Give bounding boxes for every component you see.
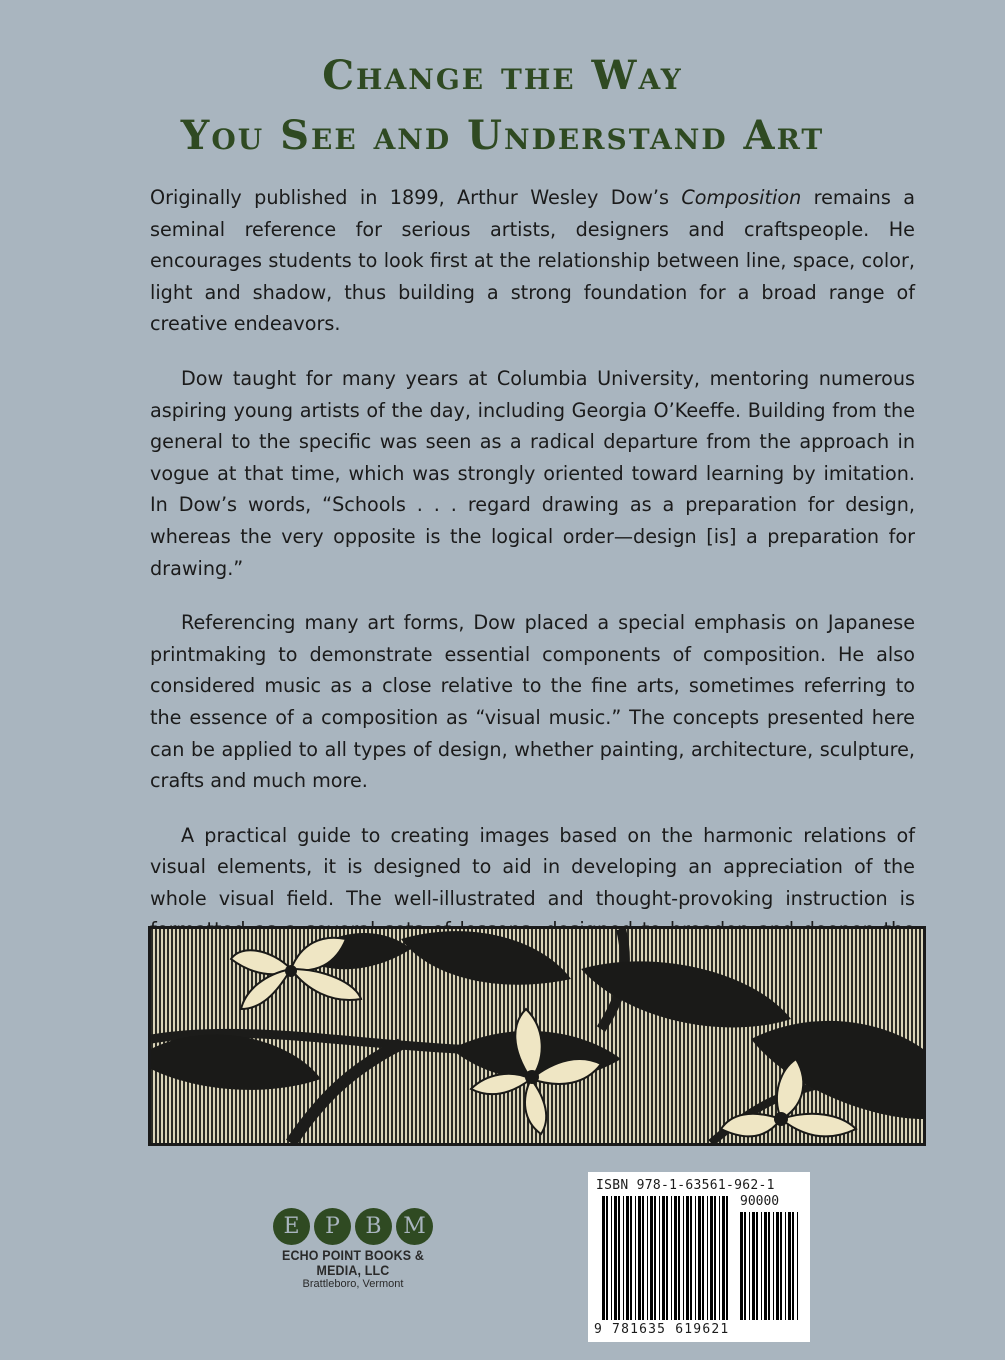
barcode-bar — [773, 1212, 774, 1320]
barcode-bar — [740, 1212, 743, 1320]
barcode-bar — [674, 1196, 677, 1320]
publisher-name: ECHO POINT BOOKS & MEDIA, LLC — [281, 1248, 425, 1278]
barcode-bar — [659, 1196, 660, 1320]
ean-digits: 9 781635 619621 — [594, 1322, 730, 1337]
publisher-logo — [262, 1208, 444, 1290]
barcode-bar — [614, 1196, 617, 1320]
isbn-barcode — [588, 1172, 810, 1342]
magnolia-woodcut-svg — [151, 929, 923, 1143]
barcode-bar — [695, 1196, 696, 1320]
barcode-bar — [776, 1212, 779, 1320]
barcode-bar — [707, 1196, 708, 1320]
barcode-bar — [662, 1196, 665, 1320]
barcode-bar — [761, 1212, 762, 1320]
barcode-bars — [588, 1172, 810, 1342]
barcode-bar — [764, 1212, 767, 1320]
description-body — [150, 182, 915, 1032]
monogram-letter-m: M — [396, 1208, 433, 1245]
monogram-letter-p: P — [314, 1208, 351, 1245]
barcode-bar — [626, 1196, 629, 1320]
barcode-bar — [785, 1212, 786, 1320]
monogram-letter-e: E — [273, 1208, 310, 1245]
barcode-bar — [635, 1196, 636, 1320]
barcode-bar — [647, 1196, 648, 1320]
barcode-bar — [714, 1196, 716, 1320]
paragraph-2: Dow taught for many years at Columbia University, mentoring numerous aspiring young artists of the day, including Georgia O’Keeffe. Building from the general to the specific was seen as a radical departure from the approach in vogue at that time, which was strongly oriented toward learning by imitation. In Dow’s words, “Schools . . . regard drawing as a preparation for design, whereas the very opposite is the logical order—design [is] a preparation for drawing.” — [150, 366, 915, 580]
barcode-bar — [788, 1212, 791, 1320]
barcode-bar — [768, 1212, 770, 1320]
barcode-bar — [690, 1196, 692, 1320]
barcode-bar — [792, 1212, 794, 1320]
barcode-bar — [780, 1212, 782, 1320]
barcode-bar — [630, 1196, 632, 1320]
barcode-bar — [722, 1196, 725, 1320]
paragraph-1: Originally published in 1899, Arthur Wesley Dow’s Composition remains a seminal reference for serious artists, designers and craftspeople. He encourages students to look first at the relationship between line, space, color, light and shadow, thus building a strong foundation for a broad range of creative endeavors. — [150, 186, 915, 336]
barcode-bar — [666, 1196, 668, 1320]
book-title-italic: Composition — [681, 186, 802, 209]
barcode-bar — [650, 1196, 653, 1320]
magnolia-woodcut-illustration — [148, 926, 926, 1146]
monogram-letter-b: B — [355, 1208, 392, 1245]
barcode-bar — [618, 1196, 620, 1320]
barcode-bar — [752, 1212, 755, 1320]
paragraph-4: A practical guide to creating images based on the harmonic relations of visual elements, it is designed to aid in developing an appreciation of the whole visual field. The well-illustrated and thought-provoking instruction is — [150, 823, 915, 910]
cover-heading-line2: You See and Understand Art — [180, 112, 825, 159]
price-code: 90000 — [740, 1194, 780, 1209]
barcode-bar — [710, 1196, 713, 1320]
barcode-bar — [749, 1212, 750, 1320]
barcode-bar — [638, 1196, 641, 1320]
isbn-number: ISBN 978-1-63561-962-1 — [596, 1178, 775, 1193]
barcode-bar — [606, 1196, 608, 1320]
barcode-bar — [611, 1196, 612, 1320]
barcode-bar — [686, 1196, 689, 1320]
barcode-bar — [744, 1212, 746, 1320]
barcode-bar — [702, 1196, 704, 1320]
barcode-bar — [678, 1196, 680, 1320]
barcode-bar — [683, 1196, 684, 1320]
publisher-monogram — [262, 1208, 444, 1245]
publisher-location: Brattleboro, Vermont — [302, 1278, 404, 1290]
barcode-bar — [698, 1196, 701, 1320]
barcode-bar — [719, 1196, 720, 1320]
barcode-bar — [602, 1196, 605, 1320]
cover-heading-line1: Change the Way — [322, 52, 683, 99]
barcode-bar — [756, 1212, 758, 1320]
barcode-bar — [654, 1196, 656, 1320]
paragraph-3: Referencing many art forms, Dow placed a special emphasis on Japanese printmaking to demonstrate essential components of composition. He also considered music as a close relative to the fine arts, sometimes referring to the essence of a composition as “visual music.” The concepts presented here can be applied to all types of design, whether painting, architecture, sculpture, crafts and much more. — [150, 611, 915, 793]
barcode-bar — [623, 1196, 624, 1320]
barcode-bar — [642, 1196, 644, 1320]
barcode-bar — [797, 1212, 798, 1320]
barcode-bar — [671, 1196, 672, 1320]
barcode-bar — [726, 1196, 728, 1320]
